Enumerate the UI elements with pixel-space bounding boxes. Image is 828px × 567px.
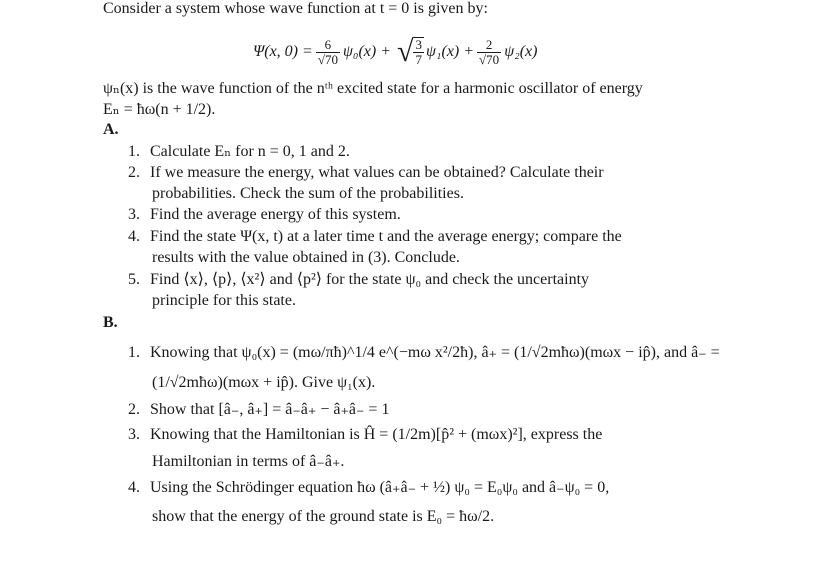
sqrt-coefficient-1: √ $\frac{3}{7}$	[397, 35, 422, 68]
intro-text: Consider a system whose wave function at t = 0 is given by:	[103, 0, 488, 17]
coefficient-0	[316, 38, 340, 67]
part-a-item-5	[128, 270, 589, 290]
coefficient-1-num: 3	[415, 37, 422, 52]
coefficient-1-den: 7	[415, 52, 422, 67]
item-text: Knowing that the Hamiltonian is Ĥ = (1/2m)[p̂² + (mωx)²], express the	[150, 426, 603, 443]
item-number: 2.	[128, 164, 140, 181]
item-number: 1.	[128, 344, 140, 361]
coefficient-2-den: √70	[479, 51, 500, 67]
description-line-1: ψₙ(x) is the wave function of the nᵗʰ excited state for a harmonic oscillator of energy	[103, 80, 643, 97]
coefficient-2	[477, 38, 501, 67]
item-text: Find the state Ψ(x, t) at a later time t and the average energy; compare the	[150, 228, 622, 245]
part-b-item-1	[128, 343, 720, 363]
part-b-label: B.	[103, 314, 118, 331]
item-text: Using the Schrödinger equation ħω (â₊â₋ + ½) ψ₀ = E₀ψ₀ and â₋ψ₀ = 0,	[150, 479, 610, 496]
part-b-item-3-cont: Hamiltonian in terms of â₋â₊.	[152, 453, 345, 470]
part-a-item-1	[128, 142, 350, 162]
item-text: Show that [â₋, â₊] = â₋â₊ − â₊â₋ = 1	[150, 401, 390, 418]
item-number: 1.	[128, 143, 140, 160]
item-text: Knowing that ψ₀(x) = (mω/πħ)^1/4 e^(−mω x²/2ħ), â₊ = (1/√2mħω)(mωx − ip̂), and â₋ =	[150, 344, 720, 361]
item-number: 5.	[128, 271, 140, 288]
item-text: Find the average energy of this system.	[150, 206, 401, 223]
item-text: Calculate Eₙ for n = 0, 1 and 2.	[150, 143, 350, 160]
wavefunction-equation	[253, 30, 537, 74]
term-1: ψ₁(x) +	[425, 43, 475, 60]
item-number: 3.	[128, 426, 140, 443]
term-2: ψ₂(x)	[504, 43, 538, 60]
item-text: If we measure the energy, what values can be obtained? Calculate their	[150, 164, 604, 181]
item-number: 4.	[128, 228, 140, 245]
part-a-item-4	[128, 227, 622, 247]
part-b-item-3	[128, 425, 602, 445]
wavefunction-lhs: Ψ(x, 0) =	[253, 43, 313, 60]
coefficient-0-den: √70	[317, 51, 338, 67]
part-b-item-1-cont: (1/√2mħω)(mωx + ip̂). Give ψ₁(x).	[152, 374, 376, 391]
part-a-label: A.	[103, 121, 119, 138]
item-number: 2.	[128, 401, 140, 418]
term-0: ψ₀(x) +	[342, 43, 392, 60]
part-a-item-3	[128, 205, 401, 225]
part-b-item-4	[128, 478, 609, 498]
part-b-item-4-cont: show that the energy of the ground state is E₀ = ħω/2.	[152, 508, 495, 525]
description-line-2: Eₙ = ħω(n + 1/2).	[103, 101, 216, 118]
part-a-item-2-cont: probabilities. Check the sum of the probabilities.	[152, 185, 464, 202]
item-number: 3.	[128, 206, 140, 223]
part-a-item-4-cont: results with the value obtained in (3). Conclude.	[152, 249, 460, 266]
part-a-item-2	[128, 163, 604, 183]
part-a-item-5-cont: principle for this state.	[152, 292, 296, 309]
coefficient-2-num: 2	[477, 38, 501, 53]
item-text: Find ⟨x⟩, ⟨p⟩, ⟨x²⟩ and ⟨p²⟩ for the state ψ₀ and check the uncertainty	[150, 271, 590, 288]
part-b-item-2	[128, 400, 389, 420]
item-number: 4.	[128, 479, 140, 496]
coefficient-0-num: 6	[316, 38, 340, 53]
